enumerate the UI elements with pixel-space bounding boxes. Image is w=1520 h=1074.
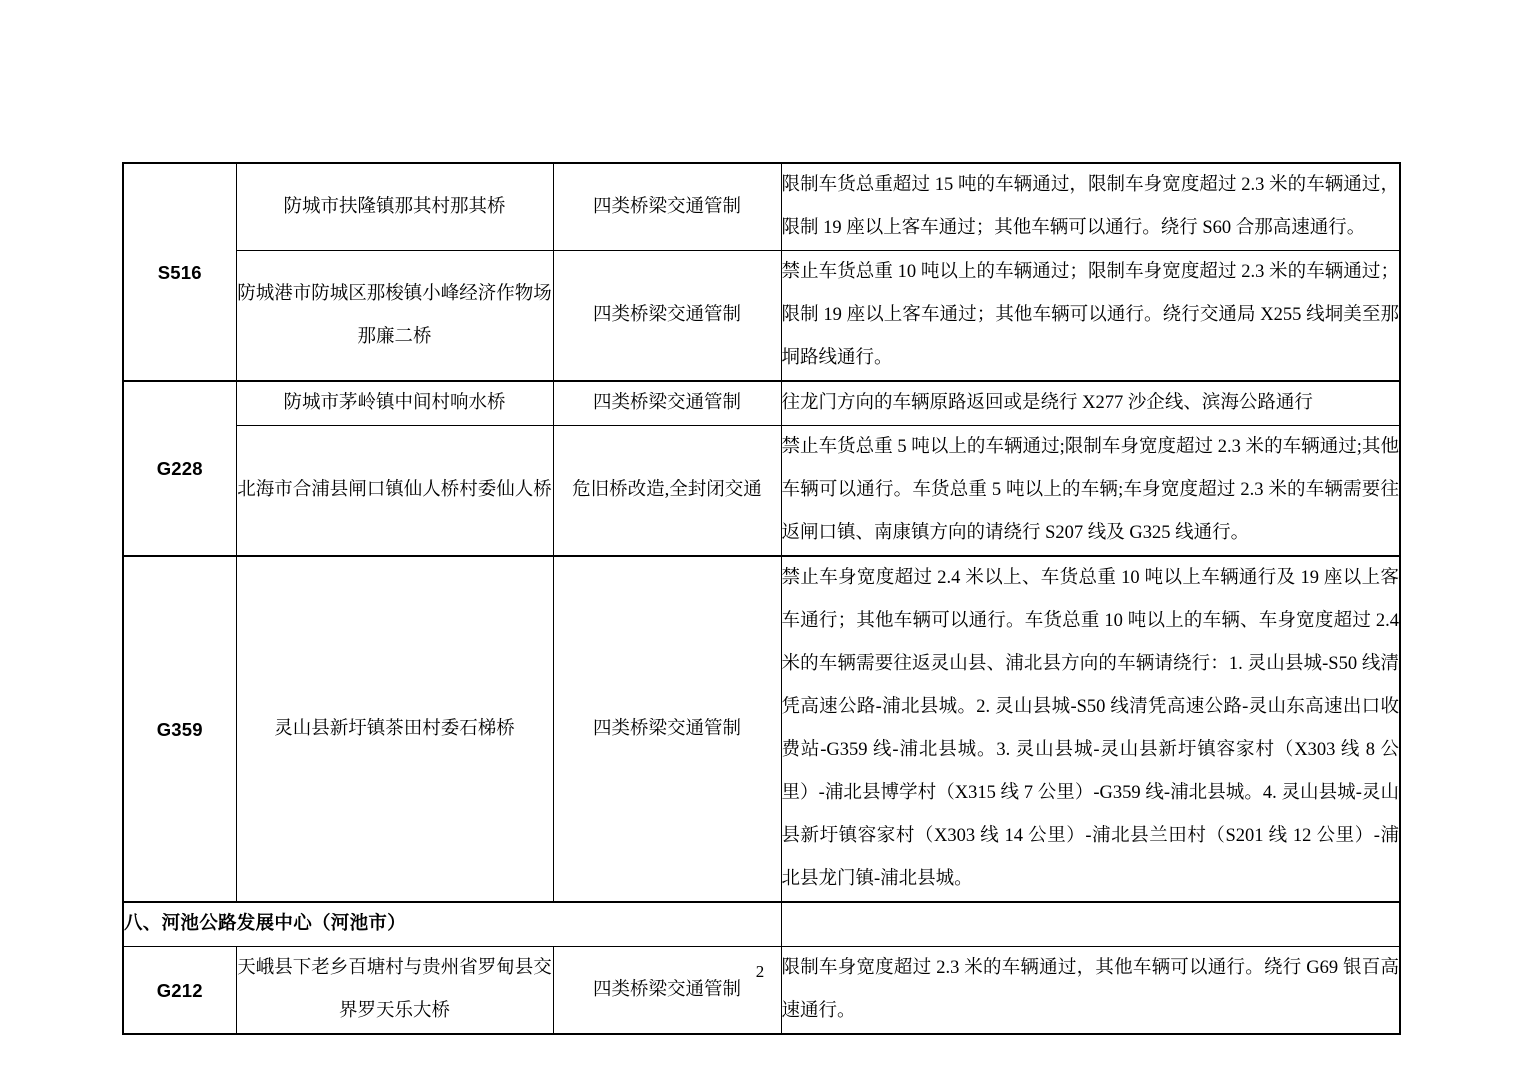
control-type-cell: 四类桥梁交通管制 (553, 947, 781, 1035)
section-empty-cell (781, 902, 1400, 947)
route-code-cell: S516 (123, 163, 236, 381)
table-row (123, 556, 1400, 902)
control-description-cell: 限制车身宽度超过 2.3 米的车辆通过，其他车辆可以通行。绕行 G69 银百高速通行。 (781, 947, 1400, 1035)
control-type-cell: 四类桥梁交通管制 (553, 381, 781, 426)
bridge-name-cell: 天峨县下老乡百塘村与贵州省罗甸县交界罗天乐大桥 (236, 947, 553, 1035)
table-row (123, 426, 1400, 557)
bridge-traffic-control-table (122, 162, 1401, 1035)
bridge-name-cell: 北海市合浦县闸口镇仙人桥村委仙人桥 (236, 426, 553, 557)
route-code-cell: G359 (123, 556, 236, 902)
table-row (123, 947, 1400, 1035)
control-type-cell: 四类桥梁交通管制 (553, 251, 781, 382)
control-description-cell: 往龙门方向的车辆原路返回或是绕行 X277 沙企线、滨海公路通行 (781, 381, 1400, 426)
section-header-row (123, 902, 1400, 947)
bridge-name-cell: 防城市扶隆镇那其村那其桥 (236, 163, 553, 251)
bridge-name-cell: 防城市茅岭镇中间村响水桥 (236, 381, 553, 426)
control-type-cell: 四类桥梁交通管制 (553, 163, 781, 251)
control-description-cell: 限制车货总重超过 15 吨的车辆通过，限制车身宽度超过 2.3 米的车辆通过，限制 19 座以上客车通过；其他车辆可以通行。绕行 S60 合那高速通行。 (781, 163, 1400, 251)
bridge-name-cell: 灵山县新圩镇茶田村委石梯桥 (236, 556, 553, 902)
control-description-cell: 禁止车货总重 5 吨以上的车辆通过;限制车身宽度超过 2.3 米的车辆通过;其他车辆可以通行。车货总重 5 吨以上的车辆;车身宽度超过 2.3 米的车辆需要往返闸口镇、南康镇方向的请绕行 S207 线及 G325 线通行。 (781, 426, 1400, 557)
route-code-cell: G228 (123, 381, 236, 556)
control-description-cell: 禁止车身宽度超过 2.4 米以上、车货总重 10 吨以上车辆通行及 19 座以上客车通行；其他车辆可以通行。车货总重 10 吨以上的车辆、车身宽度超过 2.4 米的车辆需要往返灵山县、浦北县方向的车辆请绕行：1. 灵山县城-S50 线清凭高速公路-浦北县城。2. 灵山县城-S50 线清凭高速公路-灵山东高速出口收费站-G359 线-浦北县城。3. 灵山县城-灵山县新圩镇容家村（X303 线 8 公里）-浦北县博学村（X315 线 7 公里）-G359 线-浦北县城。4. 灵山县城-灵山县新圩镇容家村（X303 线 14 公里）-浦北县兰田村（S201 线 12 公里）-浦北县龙门镇-浦北县城。 (781, 556, 1400, 902)
table-body (123, 163, 1400, 1034)
bridge-name-cell: 防城港市防城区那梭镇小峰经济作物场那廉二桥 (236, 251, 553, 382)
control-description-cell: 禁止车货总重 10 吨以上的车辆通过；限制车身宽度超过 2.3 米的车辆通过；限制 19 座以上客车通过；其他车辆可以通行。绕行交通局 X255 线垌美至那垌路线通行。 (781, 251, 1400, 382)
table-row (123, 163, 1400, 251)
table-row (123, 381, 1400, 426)
route-code-cell: G212 (123, 947, 236, 1035)
page-number: 2 (755, 962, 765, 981)
control-type-cell: 四类桥梁交通管制 (553, 556, 781, 902)
section-title-cell: 八、河池公路发展中心（河池市） (123, 902, 781, 947)
table-row (123, 251, 1400, 382)
control-type-cell: 危旧桥改造,全封闭交通 (553, 426, 781, 557)
